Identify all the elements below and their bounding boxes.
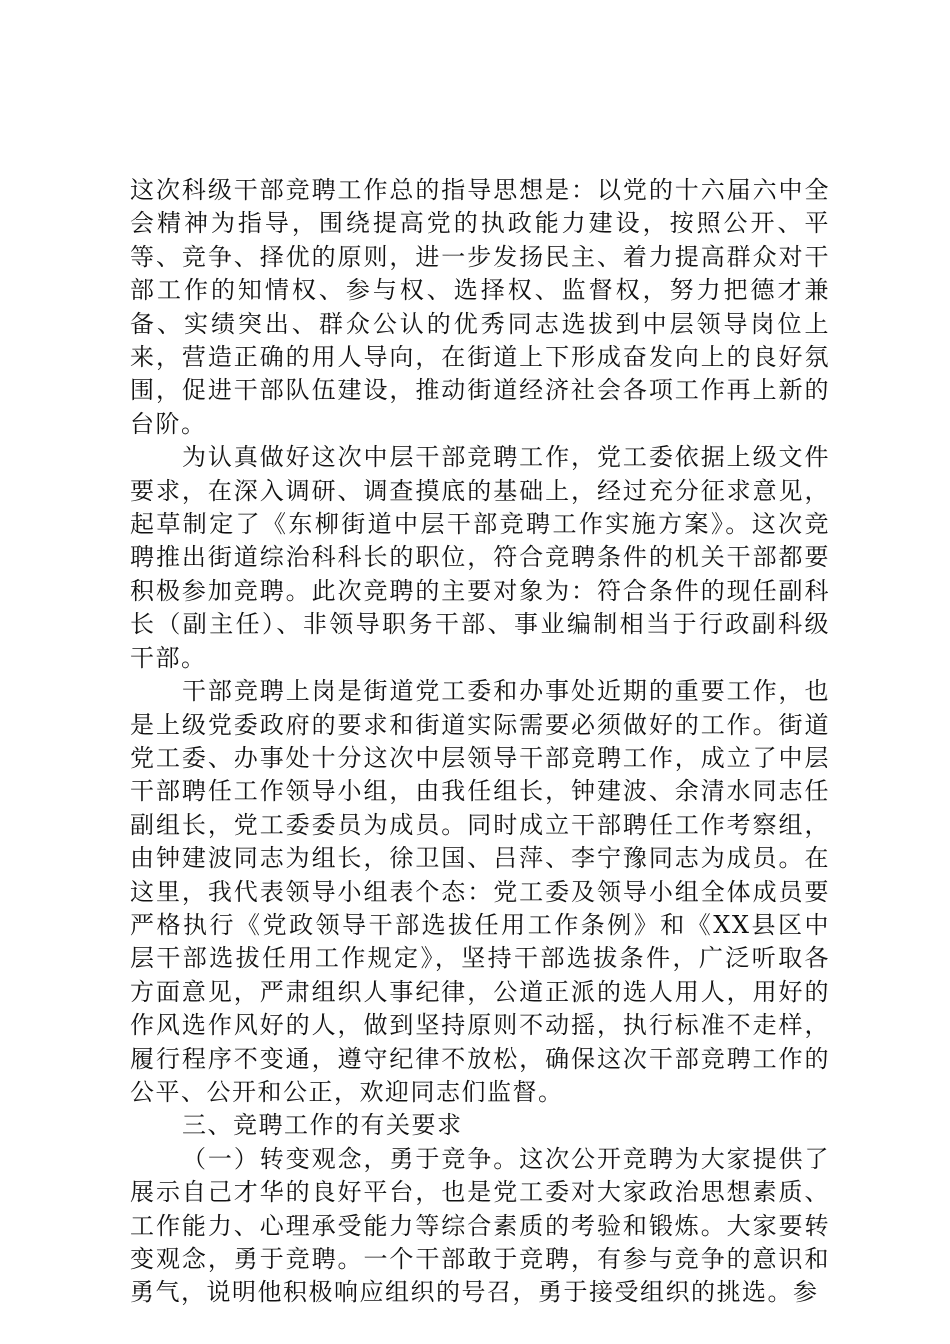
section-heading-requirements: 三、竞聘工作的有关要求 bbox=[182, 1111, 463, 1140]
paragraph-guiding-ideology: 这次科级干部竞聘工作总的指导思想是：以党的十六届六中全会精神为指导，围绕提高党的执政能力建设，按照公开、平等、竞争、择优的原则，进一步发扬民主、着力提高群众对干部工作的知情权、参与权、选择权、监督权，努力把德才兼备、实绩突出、群众公认的优秀同志选拔到中层领导岗位上来，营造正确的用人导向，在街道上下形成奋发向上的良好氛围，促进干部队伍建设，推动街道经济社会各项工作再上新的台阶。 bbox=[130, 176, 830, 438]
paragraph-implementation-plan: 为认真做好这次中层干部竞聘工作，党工委依据上级文件要求，在深入调研、调查摸底的基础上，经过充分征求意见，起草制定了《东柳街道中层干部竞聘工作实施方案》。这次竞聘推出街道综治科科长的职位，符合竞聘条件的机关干部都要积极参加竞聘。此次竞聘的主要对象为：符合条件的现任副科长（副主任）、非领导职务干部、事业编制相当于行政副科级干部。 bbox=[130, 443, 830, 672]
paragraph-leadership-group: 干部竞聘上岗是街道党工委和办事处近期的重要工作，也是上级党委政府的要求和街道实际需要必须做好的工作。街道党工委、办事处十分这次中层领导干部竞聘工作，成立了中层干部聘任工作领导小组，由我任组长，钟建波、余清水同志任副组长，党工委委员为成员。同时成立干部聘任工作考察组，由钟建波同志为组长，徐卫国、吕萍、李宁豫同志为成员。在这里，我代表领导小组表个态：党工委及领导小组全体成员要严格执行《党政领导干部选拔任用工作条例》和《XX县区中层干部选拔任用工作规定》，坚持干部选拔条件，广泛听取各方面意见，严肃组织人事纪律，公道正派的选人用人，用好的作风选作风好的人，做到坚持原则不动摇，执行标准不走样，履行程序不变通，遵守纪律不放松，确保这次干部竞聘工作的公平、公开和公正，欢迎同志们监督。 bbox=[130, 677, 830, 1106]
document-body bbox=[130, 174, 830, 1310]
paragraph-change-mindset: （一）转变观念，勇于竞争。这次公开竞聘为大家提供了展示自己才华的良好平台，也是党工委对大家政治思想素质、工作能力、心理承受能力等综合素质的考验和锻炼。大家要转变观念，勇于竞聘。一个干部敢于竞聘，有参与竞争的意识和勇气，说明他积极响应组织的号召，勇于接受组织的挑选。参 bbox=[130, 1144, 830, 1307]
